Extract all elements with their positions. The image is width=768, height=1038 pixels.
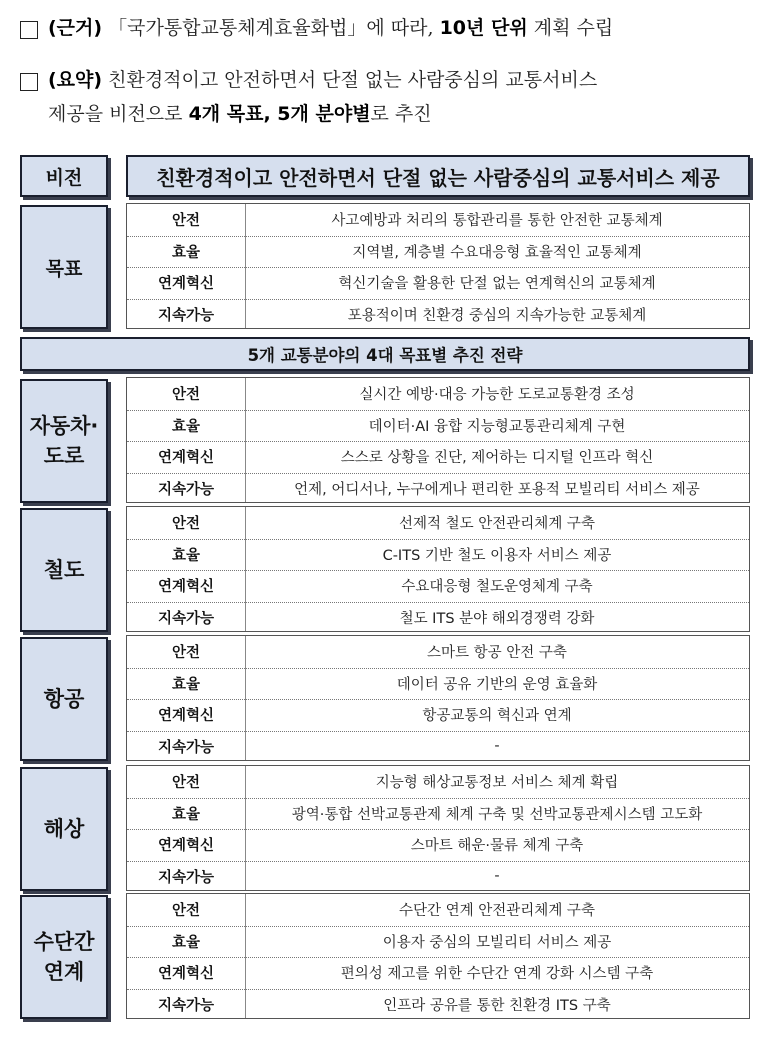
goal-key: 지속가능 xyxy=(157,481,215,498)
goals-panel xyxy=(126,203,750,329)
section-panel xyxy=(126,506,750,632)
goal-value: 스마트 해운·물류 체계 구축 xyxy=(410,838,584,855)
goal-row xyxy=(127,441,749,473)
section-label-box xyxy=(20,895,108,1019)
vision-label: 비전 xyxy=(45,166,83,189)
goal-value: 이용자 중심의 모빌리티 서비스 제공 xyxy=(382,934,612,951)
goal-key: 연계혁신 xyxy=(157,838,215,855)
goal-row xyxy=(127,204,749,236)
section-label-line: 자동차· xyxy=(29,414,99,438)
checkbox-icon xyxy=(20,21,38,39)
vision-text: 친환경적이고 안전하면서 단절 없는 사람중심의 교통서비스 제공 xyxy=(156,165,720,190)
section-label-line: 해상 xyxy=(43,817,85,841)
strategy-title-box xyxy=(20,337,750,371)
section-label-line: 수단간 xyxy=(33,930,95,954)
goal-value: - xyxy=(494,868,500,885)
vision-text-box xyxy=(126,155,750,197)
intro-summary xyxy=(0,66,768,126)
goal-value: - xyxy=(494,738,500,755)
goal-key: 효율 xyxy=(171,244,200,261)
goal-key: 안전 xyxy=(171,387,200,404)
intro-summary-prefix: (요약) xyxy=(48,69,103,91)
intro-summary-text-a: 친환경적이고 안전하면서 단절 없는 사람중심의 교통서비스 xyxy=(102,69,598,91)
strategy-title: 5개 교통분야의 4대 목표별 추진 전략 xyxy=(247,346,523,365)
goal-value: 광역·통합 선박교통관제 체계 구축 및 선박교통관제시스템 고도화 xyxy=(291,806,703,823)
goal-value: 편의성 제고를 위한 수단간 연계 강화 시스템 구축 xyxy=(340,966,654,983)
goal-key: 지속가능 xyxy=(157,739,215,756)
goal-row xyxy=(127,267,749,299)
goal-row xyxy=(127,668,749,700)
section-label xyxy=(44,684,85,714)
goal-row xyxy=(127,798,749,830)
section-label-line: 도로 xyxy=(43,444,85,468)
goal-key: 지속가능 xyxy=(157,307,215,324)
goal-key: 안전 xyxy=(171,775,200,792)
goal-key: 효율 xyxy=(171,806,200,823)
section-label-box xyxy=(20,379,108,503)
section-label xyxy=(44,555,85,585)
goal-value: 수요대응형 철도운영체계 구축 xyxy=(401,579,593,596)
goal-value: 지능형 해상교통정보 서비스 체계 확립 xyxy=(375,775,619,792)
section-label xyxy=(34,927,95,987)
goal-key: 효율 xyxy=(171,676,200,693)
section-panel xyxy=(126,893,750,1019)
goal-key: 안전 xyxy=(171,645,200,662)
goal-row xyxy=(127,989,749,1021)
goal-value: 혁신기술을 활용한 단절 없는 연계혁신의 교통체계 xyxy=(338,276,656,293)
goal-value: 지역별, 계층별 수요대응형 효율적인 교통체계 xyxy=(352,244,642,261)
goal-value: 수단간 연계 안전관리체계 구축 xyxy=(399,903,595,920)
goal-value: 언제, 어디서나, 누구에게나 편리한 포용적 모빌리티 서비스 제공 xyxy=(294,481,700,498)
goal-value: 철도 ITS 분야 해외경쟁력 강화 xyxy=(399,610,595,627)
intro-basis-text-a: 「국가통합교통체계효율화법」에 따라, xyxy=(102,17,440,39)
checkbox-icon xyxy=(20,73,38,91)
goal-key: 지속가능 xyxy=(157,869,215,886)
goal-row xyxy=(127,766,749,798)
intro-basis xyxy=(0,14,768,44)
goal-value: 선제적 철도 안전관리체계 구축 xyxy=(399,516,595,533)
intro-summary-line2-a: 제공을 비전으로 xyxy=(48,103,189,125)
goals-label-box xyxy=(20,205,108,329)
goal-row xyxy=(127,299,749,331)
goal-key: 연계혁신 xyxy=(157,276,215,293)
goal-row xyxy=(127,570,749,602)
goal-key: 안전 xyxy=(171,516,200,533)
goal-value: 데이터 공유 기반의 운영 효율화 xyxy=(396,676,598,693)
goal-row xyxy=(127,507,749,539)
goal-row xyxy=(127,957,749,989)
goal-key: 연계혁신 xyxy=(157,966,215,983)
goal-row xyxy=(127,699,749,731)
goal-value: C-ITS 기반 철도 이용자 서비스 제공 xyxy=(382,547,612,564)
goal-row xyxy=(127,236,749,268)
section-panel xyxy=(126,635,750,761)
section-label-line: 철도 xyxy=(43,558,85,582)
goal-key: 연계혁신 xyxy=(157,579,215,596)
goal-value: 스마트 항공 안전 구축 xyxy=(427,645,567,662)
goal-key: 효율 xyxy=(171,418,200,435)
goal-row xyxy=(127,602,749,634)
goal-key: 연계혁신 xyxy=(157,708,215,725)
goal-row xyxy=(127,829,749,861)
goal-row xyxy=(127,636,749,668)
goal-row xyxy=(127,378,749,410)
goal-key: 효율 xyxy=(171,934,200,951)
section-label-box xyxy=(20,637,108,761)
goal-row xyxy=(127,539,749,571)
goal-row xyxy=(127,926,749,958)
section-label xyxy=(30,411,99,471)
goal-key: 연계혁신 xyxy=(157,450,215,467)
goal-value: 스스로 상황을 진단, 제어하는 디지털 인프라 혁신 xyxy=(340,450,654,467)
section-panel xyxy=(126,765,750,891)
goal-row xyxy=(127,473,749,505)
goal-value: 포용적이며 친환경 중심의 지속가능한 교통체계 xyxy=(347,307,647,324)
section-label-box xyxy=(20,508,108,632)
section-panel xyxy=(126,377,750,503)
goal-value: 사고예방과 처리의 통합관리를 통한 안전한 교통체계 xyxy=(331,213,663,230)
intro-basis-text-b: 계획 수립 xyxy=(527,17,614,39)
section-label-line: 항공 xyxy=(43,687,85,711)
intro-summary-line2-b: 로 추진 xyxy=(370,103,432,125)
goal-row xyxy=(127,861,749,893)
goal-value: 항공교통의 혁신과 연계 xyxy=(422,708,572,725)
goal-value: 인프라 공유를 통한 친환경 ITS 구축 xyxy=(383,997,611,1014)
intro-basis-bold: 10년 단위 xyxy=(439,17,528,39)
goal-key: 효율 xyxy=(171,547,200,564)
intro-summary-line2-bold: 4개 목표, 5개 분야별 xyxy=(188,103,371,125)
goal-value: 실시간 예방·대응 가능한 도로교통환경 조성 xyxy=(359,387,635,404)
goal-row xyxy=(127,410,749,442)
section-label-line: 연계 xyxy=(43,960,85,984)
goal-row xyxy=(127,731,749,763)
section-label xyxy=(44,814,85,844)
intro-basis-prefix: (근거) xyxy=(48,17,103,39)
goals-label: 목표 xyxy=(45,257,83,280)
goal-row xyxy=(127,894,749,926)
vision-label-box xyxy=(20,155,108,197)
goal-key: 안전 xyxy=(171,903,200,920)
goal-value: 데이터·AI 융합 지능형교통관리체계 구현 xyxy=(368,418,626,435)
section-label-box xyxy=(20,767,108,891)
goal-key: 지속가능 xyxy=(157,610,215,627)
goal-key: 지속가능 xyxy=(157,997,215,1014)
goal-key: 안전 xyxy=(171,213,200,230)
